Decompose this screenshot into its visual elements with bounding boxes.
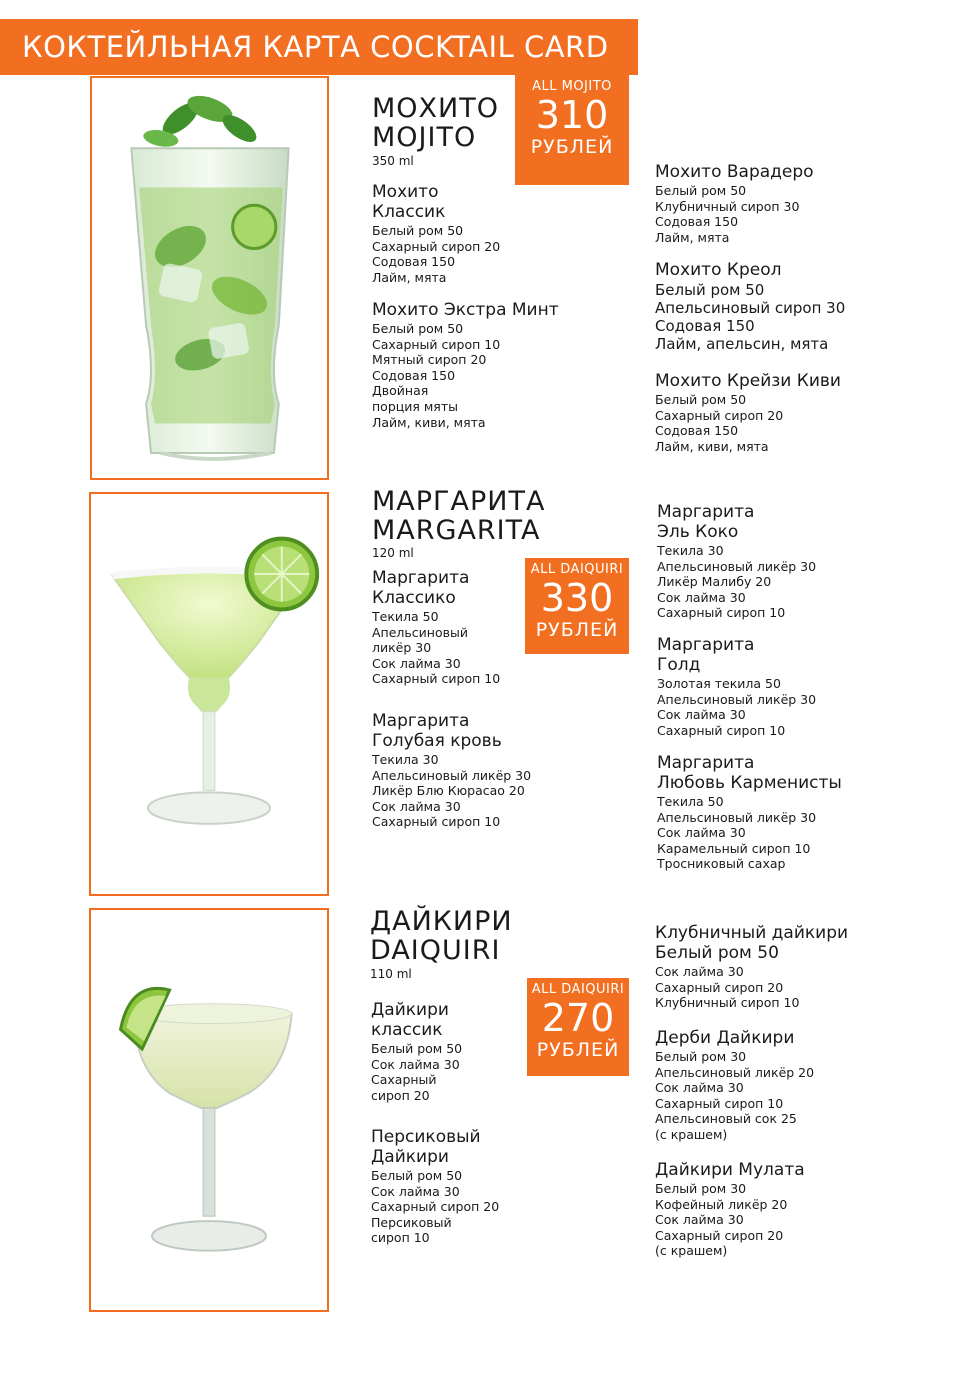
ingredient: Сок лайма 30 [372,655,461,671]
ingredient: Сахарный сироп 20 [655,979,784,995]
item-name: Эль Коко [657,522,739,542]
ingredient: Белый ром 50 [655,392,747,407]
item-name: Мохито [372,182,439,202]
ingredient: Сок лайма 30 [371,1056,460,1072]
ingredient: Сок лайма 30 [372,798,461,814]
ingredient: Апельсиновый [372,624,468,640]
ingredient: Сахарный сироп 20 [655,1227,784,1243]
ingredient: ликёр 30 [372,640,432,656]
page-title: КОКТЕЙЛЬНАЯ КАРТА COCKTAIL CARD [22,30,609,64]
ingredient: Сахарный сироп 10 [655,1095,784,1111]
badge-label: ALL DAIQUIRI [531,982,625,997]
ingredient: Персиковый [371,1214,452,1230]
ingredient: Содовая 150 [655,423,739,439]
ingredient: Сок лайма 30 [657,825,746,841]
badge-price: 310 [535,93,609,137]
ingredient: Сок лайма 30 [655,1212,744,1228]
menu-item [372,711,531,830]
margarita-image-frame [89,492,329,896]
ingredient: Сок лайма 30 [371,1183,460,1199]
menu-item [655,371,841,454]
item-name: классик [371,1020,443,1040]
volume-label: 350 ml [372,154,414,168]
ingredient: Сахарный сироп 10 [372,814,501,830]
menu-item [655,1028,814,1143]
ingredient: Лайм, апельсин, мята [655,335,829,353]
ingredient: Содовая 150 [372,367,456,383]
ingredient: Белый ром 50 [372,223,464,238]
item-name: Маргарита [657,502,755,522]
item-name: Мохито Варадеро [655,162,814,182]
item-name: Дайкири [371,1000,449,1020]
menu-item [372,182,500,285]
badge-currency: РУБЛЕЙ [530,136,614,158]
ingredient: Содовая 150 [655,317,755,335]
item-name: Мохито Экстра Минт [372,300,559,320]
price-badge-mojito [515,75,629,185]
title-ru: МОХИТО [372,93,499,124]
ingredient: Текила 30 [657,543,724,558]
margarita-glass-illustration [91,494,327,894]
ingredient: (с крашем) [655,1243,728,1259]
ingredient: Белый ром 50 [371,1168,463,1183]
item-name: Дайкири Мулата [655,1160,805,1180]
item-name: Голд [657,655,701,675]
ingredient: Апельсиновый ликёр 30 [657,558,817,574]
ingredient: Сахарный сироп 10 [372,671,501,687]
ingredient: Сок лайма 30 [657,589,746,605]
item-name: Дайкири [371,1147,449,1167]
badge-label: ALL MOJITO [532,79,612,94]
ingredient: Сахарный сироп 10 [372,336,501,352]
menu-item [657,635,816,738]
ingredient: Апельсиновый ликёр 30 [657,809,817,825]
menu-item [372,300,559,430]
ingredient: Содовая 150 [655,214,739,230]
ingredient: Белый ром 50 [371,1041,463,1056]
daiquiri-image-frame [89,908,329,1312]
header-banner [0,19,638,75]
menu-item [657,753,842,872]
ingredient: Апельсиновый ликёр 30 [657,691,817,707]
item-name: Мохито Крейзи Киви [655,371,841,391]
ingredient: Сахарный сироп 10 [657,605,786,621]
item-name: Классик [372,202,446,222]
ingredient: Ликёр Блю Кюрасао 20 [372,783,525,799]
ingredient: Сахарный сироп 20 [655,407,784,423]
ingredient: Сахарный сироп 20 [371,1199,500,1215]
mojito-image-frame [90,76,329,480]
menu-item [657,502,816,621]
item-name: Белый ром 50 [655,943,779,963]
volume-label: 110 ml [370,967,412,981]
badge-label: ALL DAIQUIRI [530,562,624,577]
badge-price: 330 [540,576,614,620]
mojito-glass-illustration [92,78,327,478]
daiquiri-glass-illustration [91,910,327,1310]
ingredient: Кофейный ликёр 20 [655,1196,788,1212]
ingredient: Сок лайма 30 [655,1080,744,1096]
title-en: MARGARITA [372,515,541,546]
ingredient: Текила 50 [657,794,724,809]
ingredient: Золотая текила 50 [657,676,781,691]
item-name: Классико [372,588,456,608]
menu-item [655,923,848,1011]
menu-item [371,1000,462,1103]
section-title-margarita [372,487,545,545]
menu-item [371,1127,499,1246]
ingredient: порция мяты [372,398,458,414]
ingredient: Клубничный сироп 30 [655,198,800,214]
item-name: Персиковый [371,1127,481,1147]
ingredient: Белый ром 50 [372,321,464,336]
ingredient: Сахарный сироп 20 [372,238,501,254]
ingredient: сироп 20 [371,1087,430,1103]
item-name: Маргарита [657,753,755,773]
ingredient: Белый ром 50 [655,183,747,198]
ingredient: Лайм, мята [372,269,447,285]
ingredient: Сахарный сироп 10 [657,722,786,738]
ingredient: Белый ром 30 [655,1181,747,1196]
volume-label: 120 ml [372,546,414,560]
ingredient: Текила 30 [372,752,439,767]
item-name: Маргарита [372,711,470,731]
ingredient: Лайм, киви, мята [372,414,486,430]
ingredient: сироп 10 [371,1230,430,1246]
ingredient: Тросниковый сахар [657,856,786,872]
ingredient: Апельсиновый ликёр 30 [372,767,532,783]
ingredient: Апельсиновый сок 25 [655,1111,797,1127]
item-name: Клубничный дайкири [655,923,849,943]
ingredient: Белый ром 30 [655,1049,747,1064]
menu-item [655,260,845,353]
title-ru: ДАЙКИРИ [370,906,513,937]
menu-item [655,162,814,245]
title-en: DAIQUIRI [370,935,501,966]
item-name: Любовь Карменисты [657,773,842,793]
ingredient: Лайм, киви, мята [655,438,769,454]
ingredient: (с крашем) [655,1126,728,1142]
ingredient: Двойная [372,383,429,399]
ingredient: Ликёр Малибу 20 [657,574,772,590]
section-title-daiquiri [370,907,513,965]
ingredient: Клубничный сироп 10 [655,995,800,1011]
badge-currency: РУБЛЕЙ [535,619,619,641]
title-en: MOJITO [372,122,477,153]
item-name: Дерби Дайкири [655,1028,795,1048]
ingredient: Белый ром 50 [655,281,765,299]
ingredient: Лайм, мята [655,229,730,245]
item-name: Голубая кровь [372,731,502,751]
price-badge-daiquiri [527,978,629,1076]
menu-item [655,1160,805,1259]
ingredient: Сок лайма 30 [655,964,744,979]
item-name: Мохито Креол [655,260,782,280]
ingredient: Текила 50 [372,609,439,624]
ingredient: Апельсиновый сироп 30 [655,299,846,317]
ingredient: Апельсиновый ликёр 20 [655,1064,815,1080]
badge-price: 270 [541,996,615,1040]
item-name: Маргарита [657,635,755,655]
title-ru: МАРГАРИТА [372,486,546,517]
ingredient: Сок лайма 30 [657,707,746,723]
price-badge-margarita [525,558,629,654]
ingredient: Мятный сироп 20 [372,352,487,368]
ingredient: Содовая 150 [372,254,456,270]
ingredient: Сахарный [371,1072,437,1088]
ingredient: Карамельный сироп 10 [657,840,811,856]
section-title-mojito [372,94,499,152]
item-name: Маргарита [372,568,470,588]
badge-currency: РУБЛЕЙ [536,1039,620,1061]
menu-item [372,568,500,687]
